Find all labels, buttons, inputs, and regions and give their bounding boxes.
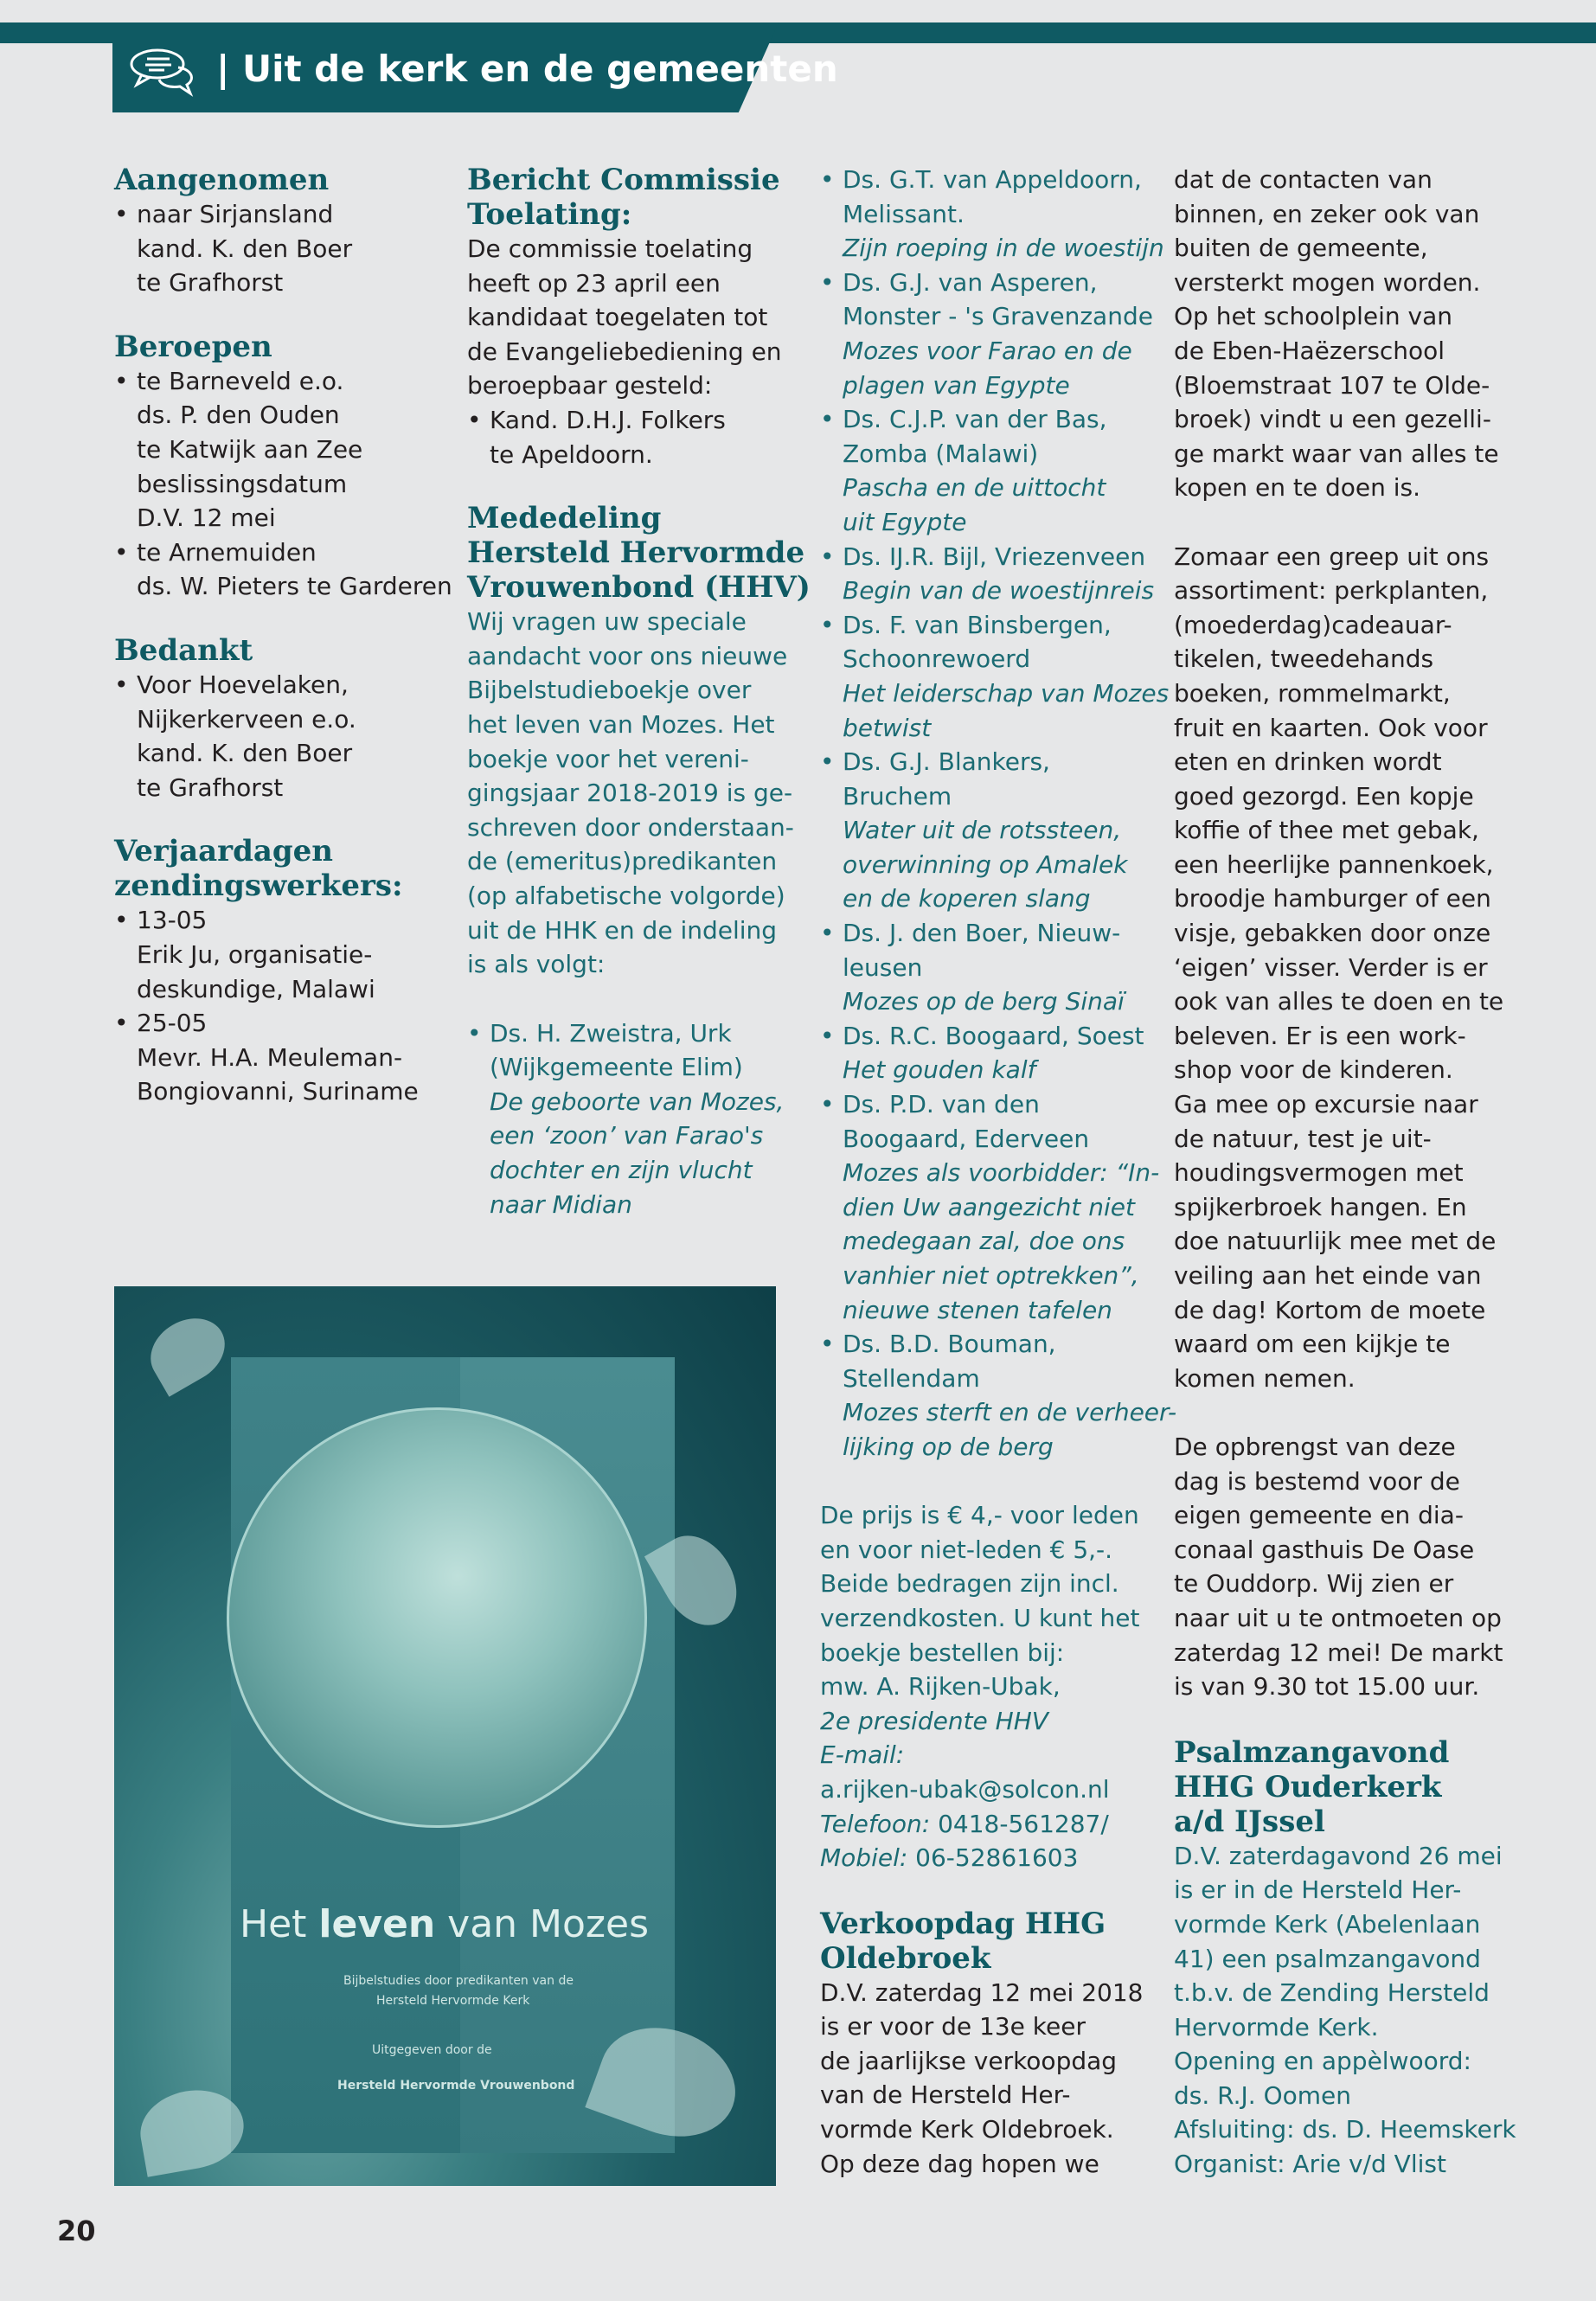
- page-title: | Uit de kerk en de gemeenten: [216, 48, 838, 90]
- book-publisher: Hersteld Hervormde Vrouwenbond: [337, 2079, 575, 2093]
- text-line: shop voor de kinderen.: [1174, 1055, 1453, 1085]
- text-line: eten en drinken wordt: [1174, 747, 1442, 777]
- heading-line: Vrouwenbond (HHV): [467, 570, 811, 606]
- text-line: Hervormde Kerk.: [1174, 2012, 1379, 2041]
- list-line: Stellendam: [843, 1363, 980, 1393]
- text-line: eigen gemeente en dia-: [1174, 1501, 1464, 1530]
- list-line-topic: naar Midian: [490, 1189, 632, 1219]
- text-line: houdingsvermogen met: [1174, 1158, 1464, 1188]
- list-line-topic: Mozes als voorbidder: “In-: [843, 1158, 1160, 1188]
- list-item: [820, 402, 1151, 539]
- list-item: [114, 364, 434, 535]
- text-line: broek) vindt u een gezelli-: [1174, 405, 1491, 434]
- text-line: komen nemen.: [1174, 1363, 1356, 1393]
- spacer: [820, 1875, 1151, 1907]
- text-line: Opening en appèlwoord:: [1174, 2047, 1471, 2076]
- text-line: van de Hersteld Her-: [820, 2080, 1071, 2110]
- spacer: [1174, 1395, 1494, 1430]
- phone-number: 0418-561287/: [930, 1809, 1109, 1838]
- mobile-number: 06-52861603: [907, 1843, 1079, 1873]
- text-line: de dag! Kortom de moete: [1174, 1295, 1486, 1324]
- list-line: • Ds. P.D. van den: [843, 1090, 1040, 1119]
- list-line-topic: Pascha en de uittocht: [843, 473, 1106, 503]
- text-line: is er in de Hersteld Her-: [1174, 1875, 1462, 1905]
- heading-line: Verjaardagen: [114, 834, 334, 869]
- heading-line: Psalmzangavond: [1174, 1734, 1450, 1770]
- text-line: dag is bestemd voor de: [1174, 1466, 1460, 1496]
- mobile-label: Mobiel:: [820, 1843, 908, 1873]
- list-line: • Ds. G.J. Blankers,: [843, 747, 1050, 777]
- text-line: schreven door onderstaan-: [467, 812, 794, 842]
- column-4: [1174, 163, 1516, 2182]
- heading-line: Bedankt: [114, 632, 253, 668]
- text-line: Op deze dag hopen we: [820, 2149, 1099, 2178]
- list-line: • te Barneveld e.o.: [137, 366, 344, 395]
- list-line: • Ds. R.C. Boogaard, Soest: [843, 1021, 1144, 1050]
- spacer: [820, 1465, 1151, 1499]
- bullet-list: [467, 1016, 796, 1222]
- list-line: • Ds. IJ.R. Bijl, Vriezenveen: [843, 542, 1146, 571]
- spacer: [114, 604, 434, 633]
- text-line: de Evangeliebediening en: [467, 336, 782, 366]
- text-line: tikelen, tweedehands: [1174, 644, 1434, 674]
- bullet-list: [114, 197, 434, 300]
- text-line: versterkt mogen worden.: [1174, 267, 1481, 297]
- list-line: te Grafhorst: [137, 268, 284, 298]
- list-line: te Katwijk aan Zee: [137, 434, 363, 464]
- list-line: • naar Sirjansland: [137, 200, 334, 228]
- column-1: [114, 163, 452, 1109]
- bullet-list: [467, 403, 796, 471]
- list-item: [820, 608, 1170, 745]
- list-line: • Voor Hoevelaken,: [137, 670, 349, 699]
- text-line: koffie of thee met gebak,: [1174, 816, 1479, 845]
- section-heading: [467, 163, 796, 232]
- book-subtitle: Bijbelstudies door predikanten van de: [343, 1974, 574, 1988]
- text-line: E-mail:: [820, 1740, 905, 1770]
- heading-line: Verkoopdag HHG: [820, 1906, 1106, 1941]
- text-line: Ga mee op excursie naar: [1174, 1090, 1478, 1119]
- list-item: [114, 535, 452, 604]
- book-title: Het leven van Mozes: [240, 1902, 650, 1946]
- list-line: te Apeldoorn.: [490, 439, 653, 469]
- list-line-topic: lijking op de berg: [843, 1432, 1054, 1461]
- text-line: het leven van Mozes. Het: [467, 709, 775, 739]
- spacer: [114, 804, 434, 834]
- column-3: [820, 163, 1177, 2181]
- text-line: ‘eigen’ visser. Verder is er: [1174, 952, 1488, 982]
- text-line: de natuur, test je uit-: [1174, 1124, 1432, 1153]
- column-2: [467, 163, 811, 1221]
- list-line-topic: dien Uw aangezicht niet: [843, 1192, 1136, 1221]
- list-line-topic: vanhier niet optrekken”,: [843, 1261, 1139, 1290]
- text-line: boekje voor het vereni-: [467, 744, 749, 773]
- spacer: [1174, 1704, 1494, 1735]
- list-line: beslissingsdatum: [137, 469, 348, 498]
- list-line: Zomba (Malawi): [843, 439, 1039, 468]
- bullet-list: [114, 903, 434, 1109]
- text-line: kopen en te doen is.: [1174, 473, 1421, 503]
- list-line: Bongiovanni, Suriname: [137, 1077, 419, 1106]
- list-line: kand. K. den Boer: [137, 234, 353, 263]
- list-item: [114, 903, 434, 1006]
- text-line: vormde Kerk (Abelenlaan: [1174, 1909, 1481, 1939]
- text-line: Afsluiting: ds. D. Heemskerk: [1174, 2115, 1516, 2144]
- text-line: en voor niet-leden € 5,-.: [820, 1535, 1113, 1564]
- section-heading: [114, 330, 434, 364]
- text-line: [820, 1807, 1151, 1842]
- text-line: D.V. zaterdagavond 26 mei: [1174, 1841, 1503, 1870]
- list-line: Boogaard, Ederveen: [843, 1124, 1090, 1153]
- text-line: mw. A. Rijken-Ubak,: [820, 1672, 1061, 1702]
- list-item: [820, 1019, 1151, 1087]
- text-line: de Eben-Haëzerschool: [1174, 336, 1445, 365]
- list-item: [820, 745, 1151, 916]
- bullet-list: [114, 364, 452, 604]
- text-line: dat de contacten van: [1174, 165, 1433, 194]
- list-line: • Ds. F. van Binsbergen,: [843, 610, 1112, 639]
- text-line: De opbrengst van deze: [1174, 1432, 1456, 1461]
- section-heading: [114, 834, 434, 903]
- list-line-topic: Mozes voor Farao en de: [843, 336, 1132, 365]
- list-line-topic: plagen van Egypte: [843, 370, 1070, 400]
- text-line: conaal gasthuis De Oase: [1174, 1535, 1475, 1564]
- list-item: [820, 916, 1151, 1019]
- text-line: De commissie toelating: [467, 234, 753, 263]
- bullet-list: [820, 163, 1177, 1465]
- text-line: Zomaar een greep uit ons: [1174, 542, 1490, 571]
- section-heading: [114, 163, 434, 197]
- phone-label: Telefoon:: [820, 1809, 931, 1838]
- text-line: Op het schoolplein van: [1174, 302, 1453, 331]
- list-item: [820, 1087, 1160, 1327]
- section-heading: [114, 633, 434, 668]
- text-line: (Bloemstraat 107 te Olde-: [1174, 370, 1490, 400]
- list-line: • Ds. B.D. Bouman,: [843, 1330, 1056, 1359]
- text-line: is van 9.30 tot 15.00 uur.: [1174, 1672, 1480, 1702]
- list-line: te Grafhorst: [137, 772, 284, 802]
- text-line: heeft op 23 april een: [467, 268, 721, 298]
- text-line: boeken, rommelmarkt,: [1174, 678, 1451, 708]
- text-line: waard om een kijkje te: [1174, 1330, 1451, 1359]
- text-line: boekje bestellen bij:: [820, 1638, 1065, 1667]
- list-line: • Kand. D.H.J. Folkers: [490, 405, 726, 434]
- text-line: binnen, en zeker ook van: [1174, 199, 1480, 228]
- list-item: [114, 197, 434, 300]
- list-line-topic: een ‘zoon’ van Farao's: [490, 1121, 764, 1150]
- page-number: 20: [57, 2214, 96, 2247]
- list-line-topic: Het leiderschap van Mozes: [843, 678, 1170, 708]
- list-line: Monster - 's Gravenzande: [843, 302, 1153, 331]
- list-line: deskundige, Malawi: [137, 974, 375, 1003]
- book-publisher: Uitgegeven door de: [372, 2043, 492, 2057]
- section-heading: [467, 501, 811, 606]
- list-line: • te Arnemuiden: [137, 537, 317, 567]
- book-illustration-medallion: [227, 1407, 647, 1828]
- text-line: buiten de gemeente,: [1174, 234, 1428, 263]
- bullet-list: [114, 668, 434, 804]
- heading-line: Toelating:: [467, 197, 632, 232]
- list-item: [820, 266, 1151, 402]
- text-line: Organist: Arie v/d Vlist: [1174, 2150, 1446, 2179]
- section-heading: [1174, 1735, 1494, 1839]
- heading-line: Mededeling: [467, 501, 662, 536]
- list-line: • Ds. H. Zweistra, Urk: [490, 1018, 732, 1048]
- section-heading: [820, 1907, 1151, 1976]
- list-line-topic: Mozes op de berg Sinaï: [843, 987, 1125, 1016]
- list-line: • 25-05: [137, 1009, 208, 1038]
- spacer: [467, 471, 796, 501]
- list-line: Nijkerkerveen e.o.: [137, 704, 356, 734]
- book-subtitle: Hersteld Hervormde Kerk: [376, 1994, 530, 2008]
- text-line: is er voor de 13e keer: [820, 2012, 1086, 2041]
- text-line: beroepbaar gesteld:: [467, 371, 713, 401]
- text-line: veiling aan het einde van: [1174, 1261, 1482, 1290]
- list-line: Mevr. H.A. Meuleman-: [137, 1042, 403, 1072]
- heading-line: zendingswerkers:: [114, 868, 403, 904]
- text-line: gingsjaar 2018-2019 is ge-: [467, 779, 793, 808]
- heading-line: HHG Ouderkerk: [1174, 1769, 1442, 1804]
- text-line: t.b.v. de Zending Hersteld: [1174, 1978, 1490, 2008]
- text-line: doe natuurlijk mee met de: [1174, 1227, 1497, 1256]
- list-line-topic: dochter en zijn vlucht: [490, 1156, 753, 1185]
- text-line: D.V. zaterdag 12 mei 2018: [820, 1977, 1144, 2007]
- text-line: 2e presidente HHV: [820, 1706, 1048, 1735]
- list-line: ds. P. den Ouden: [137, 401, 340, 430]
- list-item: [467, 1016, 796, 1222]
- list-line: Bruchem: [843, 781, 952, 811]
- list-line: • Ds. C.J.P. van der Bas,: [843, 405, 1107, 434]
- text-line: vormde Kerk Oldebroek.: [820, 2115, 1114, 2144]
- list-line: D.V. 12 mei: [137, 503, 276, 533]
- text-line: zaterdag 12 mei! De markt: [1174, 1638, 1503, 1667]
- text-line: is als volgt:: [467, 950, 606, 979]
- text-line: ds. R.J. Oomen: [1174, 2080, 1351, 2110]
- list-line: kand. K. den Boer: [137, 739, 353, 768]
- text-line: de (emeritus)predikanten: [467, 847, 778, 876]
- text-line: aandacht voor ons nieuwe: [467, 641, 788, 670]
- text-line: (moederdag)cadeauar-: [1174, 610, 1452, 639]
- list-line-topic: en de koperen slang: [843, 884, 1091, 913]
- list-line-topic: betwist: [843, 713, 932, 742]
- spacer: [467, 982, 796, 1016]
- list-line: (Wijkgemeente Elim): [490, 1053, 743, 1082]
- list-line-topic: overwinning op Amalek: [843, 849, 1128, 879]
- text-line: te Ouddorp. Wij zien er: [1174, 1569, 1454, 1599]
- text-line: assortiment: perkplanten,: [1174, 576, 1489, 606]
- spacer: [114, 300, 434, 330]
- text-line: 41) een psalmzangavond: [1174, 1944, 1481, 1973]
- text-line: Beide bedragen zijn incl.: [820, 1569, 1119, 1599]
- text-line: de jaarlijkse verkoopdag: [820, 2046, 1118, 2075]
- text-line: (op alfabetische volgorde): [467, 881, 785, 910]
- text-line: een heerlijke pannenkoek,: [1174, 849, 1494, 879]
- book-cover-image: [114, 1286, 776, 2186]
- heading-line: Bericht Commissie: [467, 163, 780, 197]
- spacer: [1174, 505, 1494, 540]
- heading-line: Aangenomen: [114, 163, 330, 197]
- list-line: • 13-05: [137, 906, 208, 935]
- list-line-topic: De geboorte van Mozes,: [490, 1086, 785, 1116]
- list-item: [820, 163, 1164, 266]
- list-line: • Ds. G.T. van Appeldoorn,: [843, 165, 1142, 194]
- text-line: ook van alles te doen en te: [1174, 987, 1504, 1016]
- list-line: leusen: [843, 952, 923, 982]
- list-line: • Ds. J. den Boer, Nieuw-: [843, 919, 1121, 948]
- text-line: Wij vragen uw speciale: [467, 607, 747, 637]
- list-line: Melissant.: [843, 199, 965, 228]
- list-line-topic: medegaan zal, doe ons: [843, 1227, 1125, 1256]
- text-line: Bijbelstudieboekje over: [467, 676, 752, 705]
- blossom-leaf: [139, 1305, 237, 1397]
- list-item: [820, 1327, 1177, 1464]
- list-line: • Ds. G.J. van Asperen,: [843, 267, 1098, 297]
- list-line-topic: Begin van de woestijnreis: [843, 576, 1155, 606]
- text-line: ge markt waar van alles te: [1174, 439, 1499, 468]
- list-line-topic: Mozes sterft en de verheer-: [843, 1398, 1177, 1427]
- list-item: [820, 540, 1155, 608]
- heading-line: Hersteld Hervormde: [467, 535, 805, 571]
- speech-bubbles-icon: [126, 43, 199, 100]
- list-line: Erik Ju, organisatie-: [137, 939, 373, 969]
- list-line-topic: Water uit de rotssteen,: [843, 816, 1122, 845]
- list-line-topic: nieuwe stenen tafelen: [843, 1295, 1112, 1324]
- text-line: fruit en kaarten. Ook voor: [1174, 713, 1488, 742]
- list-line-topic: Het gouden kalf: [843, 1055, 1036, 1085]
- list-line: ds. W. Pieters te Garderen: [137, 572, 452, 601]
- text-line: uit de HHK en de indeling: [467, 915, 778, 945]
- text-line: broodje hamburger of een: [1174, 884, 1491, 913]
- heading-line: a/d IJssel: [1174, 1804, 1325, 1839]
- text-line: De prijs is € 4,- voor leden: [820, 1501, 1139, 1530]
- text-line: visje, gebakken door onze: [1174, 919, 1491, 948]
- heading-line: Oldebroek: [820, 1940, 991, 1976]
- text-line: verzendkosten. U kunt het: [820, 1603, 1140, 1632]
- text-line: spijkerbroek hangen. En: [1174, 1192, 1467, 1221]
- text-line: naar uit u te ontmoeten op: [1174, 1603, 1502, 1632]
- list-line-topic: uit Egypte: [843, 507, 967, 536]
- email-link: a.rijken-ubak@solcon.nl: [820, 1774, 1110, 1804]
- list-item: [467, 403, 796, 471]
- text-line: [820, 1841, 1151, 1875]
- text-line: beleven. Er is een work-: [1174, 1021, 1466, 1050]
- list-item: [114, 668, 434, 804]
- list-line: Schoonrewoerd: [843, 644, 1031, 674]
- heading-line: Beroepen: [114, 329, 272, 364]
- text-line: kandidaat toegelaten tot: [467, 303, 768, 332]
- list-line-topic: Zijn roeping in de woestijn: [843, 234, 1164, 263]
- list-item: [114, 1006, 434, 1109]
- text-line: goed gezorgd. Een kopje: [1174, 781, 1474, 811]
